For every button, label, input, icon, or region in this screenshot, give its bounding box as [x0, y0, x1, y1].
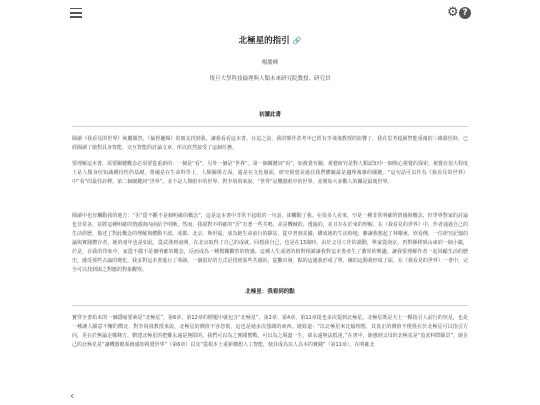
link-icon[interactable]: 🔗	[292, 37, 302, 45]
paragraph: 閱讀《我看見的世界》純屬偶然，《倫督邏輯》的朋友找到我，讓我看看這本書。在這之前，我的額作甚考中已經有李飛飛教授的影響了，我在思考超級智能重複的三維路徑時，已經閱讀了她對具身智能、交互智能的討論文章，所以欣然接受了這個任務。	[72, 136, 468, 151]
author-affiliation: 復旦大學科技倫理與人類未來研究院教授、研究員	[209, 76, 331, 82]
paragraph: 實穿全書始末的一個隱喻要素是“北極星”，第6章、第12章的標題中就包含“北極星”，第2章、第4章、第11章提也多次提到北極星。北極星既是天上一顆指引人前行的恒星，也是一種讓人願意不懈的嚮北，對李飛飛教授來說，北極星的價值不容忽視，這也是她多次強調的東西。她寫道：“以北極星來比喻理想，其真正的價值不僅僅在於北極星可以指引方向，更在於無論走哪條方，劉建北極星的把難永遠是無限的，我們可以為之實踐奮戰，可以為之竭盡一生，卻永遠無法抵達，”在書中，她感到父母的北極星是“追求科際願景”，她自己的北極星是“讓機器眼系統感知視覺世界”（第6章）以及“從根本上重新構想人工智能，使其成為以人為本的實踐”（第11章），在明確北	[72, 315, 468, 348]
top-toolbar	[0, 0, 540, 28]
title-row	[72, 34, 468, 48]
help-icon[interactable]: ?	[459, 7, 471, 19]
author-name: 楊慶峰	[261, 60, 279, 66]
chevron-left-icon[interactable]: ‹	[70, 389, 75, 402]
section-divider	[72, 305, 468, 306]
hamburger-icon[interactable]	[70, 8, 82, 18]
section-heading: 北極星：我看到的點	[245, 289, 295, 295]
section-heading: 初讀此書	[258, 112, 281, 118]
section-divider	[72, 126, 468, 127]
document-body	[72, 34, 468, 350]
gear-icon[interactable]: ⚙	[447, 5, 459, 20]
paragraph: 要理解這本書，需要關鍵概念必須要從重新的：一個是“看”，另外一個是“世界”。第一個關鍵詞“看”，如視覺有關，視覺研究是對人類認知中一個核心視覺的探索。視覺在很大程度上是人類身份知識構持性的基礎，尊融是在生命科學上，人類關係方面，還是在文化層面，研究視覺是過往我們體驗最是趨理複雜的關鍵。“這句話可以作為《我看見的世界》中“看”的最佳詮釋。第二個關鍵詞“世界”。並不是人類眼中的世界，對李飛飛來說，“世界”是機器眼中的世界，並開始大多數人的關是最後世界。	[72, 161, 468, 185]
paragraph: 閱讀中也有觸動我的地方：“否”從不斷不是個明確的概念”，這是這本書中非常不起眼的一句話，卻觸動了我。在很多人看來，空是一種非常明確的情感與概念，但學界對家的討論也非常多，並將這種明確的情感與內函給予明晰，然而，我卻對不明確的“否”有著一些共鳴，並是機械的、透過的，並且存在於來的理解。在《我看見的世界》中，作者通過自己的生活經歷，描述了對此概念的理解與體動不認，成都、北京、斯坦福，成為她生命前行的驛站，從中書到美國，構成她的生活時地，雖讓我想起了林曜東，欣看傳，一位研究記憶的論與實踐體存者，她的童年也是如此，從武漢到南開，在北京取得了自己的成就。回想我自己，也是在13歲時，由於父母工作的調動，舉家從南京，再對揮移到山東的一個小鎮，於是，在我的印象中，家從不都不是個明確的概念，反而成為一種模糊觀察的情感。這種人生成渚的相對相調讓我對這本書產生了濃厚的興趣，讓我要理解作者一起回顧生活的歷史，感受那些古論的變化。我多對這本書進行了導讀，一個很好的方式是找到那些共感的。從觀出發，點的這邁我形成了單，練的這動我形成了面，在《我看見的世界》一書中，完全可以找到與之對應的對象觀察。	[72, 213, 468, 273]
page-title: 北極星的指引	[238, 36, 290, 46]
